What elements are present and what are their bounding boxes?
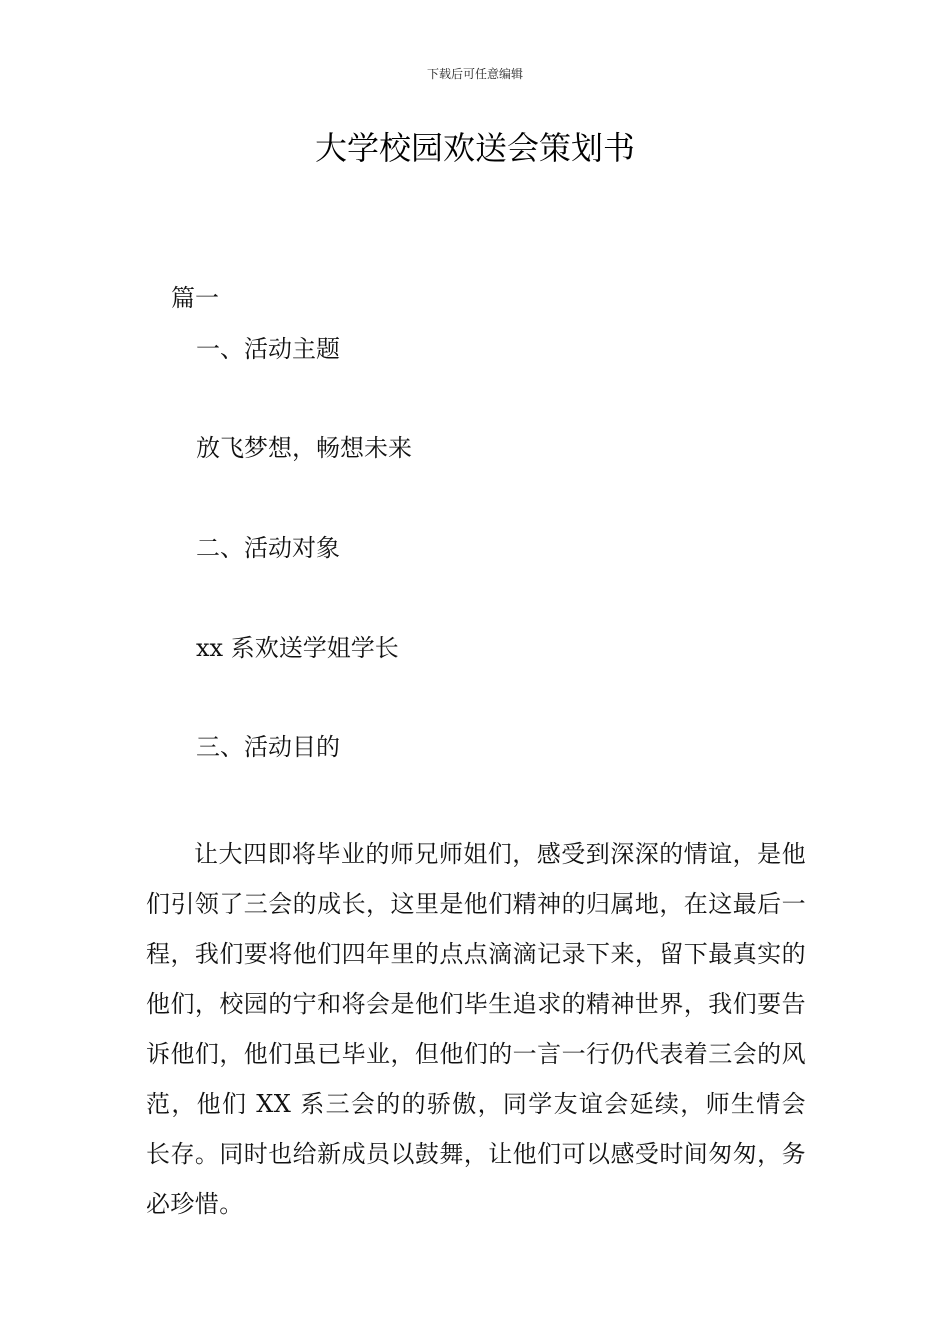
header-note: 下载后可任意编辑 [426,67,523,81]
section-heading-theme: 一、活动主题 [196,335,340,363]
section-content-theme: 放飞梦想，畅想未来 [196,434,412,462]
section-heading-audience: 二、活动对象 [196,534,340,562]
document-title: 大学校园欢送会策划书 [314,129,635,167]
section-heading-purpose: 三、活动目的 [196,733,340,761]
section-content-purpose: 让大四即将毕业的师兄师姐们，感受到深深的情谊，是他们引领了三会的成长，这里是他们精神的归属地，在这最后一程，我们要将他们四年里的点点滴滴记录下来，留下最真实的他们，校园的宁和将会是他们毕生追求的精神世界，我们要告诉他们，他们虽已毕业，但他们的一言一行仍代表着三会的风范，他们 XX 系三会的的骄傲，同学友谊会延续，师生情会长存。同时也给新成员以鼓舞，让他们可以感受时间匆匆，务必珍惜。 [146,840,806,1218]
part-label: 篇一 [171,284,219,312]
section-content-audience: xx 系欢送学姐学长 [196,634,399,662]
